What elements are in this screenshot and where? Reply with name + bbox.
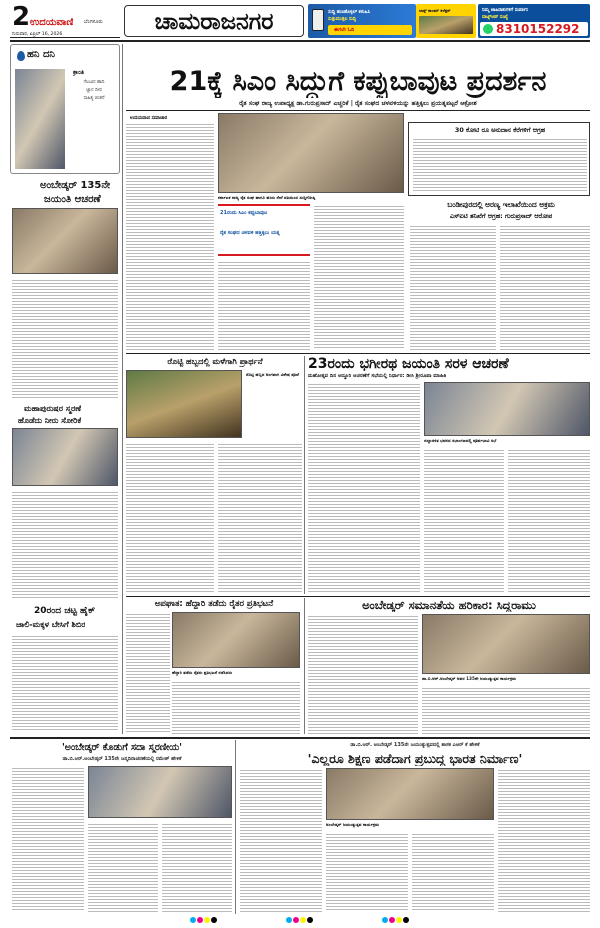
story2-headline-2: ಎಸ್‌ಐಟಿ ತನಿಖೆಗೆ ಆಗ್ರಹ: ಗುರುಪ್ರಸಾದ್ ಆರೋಪ xyxy=(449,212,553,220)
bottom-photo-1 xyxy=(88,766,232,818)
cyan-dot xyxy=(190,917,196,923)
edition: ಬೆಂಗಳೂರು xyxy=(84,19,103,25)
poem-title: ಕ್ರಾಂತಿ xyxy=(73,69,84,76)
page-number: 2 xyxy=(12,3,31,31)
bottom-caption-2: ಅಂಬೇಡ್ಕರ್ ಜಯಂತ್ಯುತ್ಸವ ಕಾರ್ಯಕ್ರಮ xyxy=(326,822,380,827)
story4-headline: ಅಪಘಾತ: ಹೆದ್ದಾರಿ ತಡೆದು ರೈತರ ಪ್ರತಿಭಟನೆ xyxy=(154,598,274,608)
mid-caption: ರೊಟ್ಟಿ ಹಬ್ಬದ ಅಂಗವಾಗಿ ವಿಶೇಷ ಪೂಜೆ xyxy=(246,372,299,377)
lead-subhead: ರೈತ ಸಂಘ ರಾಜ್ಯ ಉಪಾಧ್ಯಕ್ಷ ಡಾ.ಗುರುಪ್ರಸಾದ್ ಎಚ್ಚರಿಕೆ | ರೈತ ಸಂಘದ ಚಳವಳಿಯನ್ನು ಹತ್ತಿಕ್ಕಲು ಪ್ರಯತ್ನಪಟ್ಟರೆ ಆಕ್ರೋಶ xyxy=(239,100,477,107)
ad-phone: 8310152292 xyxy=(496,22,580,36)
columnist-photo xyxy=(15,69,65,169)
left-photo-2 xyxy=(12,428,118,486)
highlight-2: ರೈತ ಸಂಘದ ಚಳವಳಿ ಹತ್ತಿಕ್ಕಲು ಯತ್ನ xyxy=(220,230,280,236)
bottom-kicker-2: ಡಾ.ಬಿ.ಆರ್. ಅಂಬೇಡ್ಕರ್ 135ನೇ ಜಯಂತ್ಯುತ್ಸವದಲ್ಲಿ ಶಾಸಕ ಎಆರ್ ಕೆ ಹೇಳಿಕೆ xyxy=(350,742,480,748)
lead-headline: 21ಕ್ಕೆ ಸಿಎಂ ಸಿದ್ದುಗೆ ಕಪ್ಪುಬಾವುಟ ಪ್ರದರ್ಶನ xyxy=(169,66,547,97)
story5-headline: ಅಂಬೇಡ್ಕರ್ ಸಮಾನತೆಯ ಹರಿಕಾರ: ಸಿದ್ದರಾಮು xyxy=(362,598,536,612)
story2-headline: ಬಂಡೀಪುರದಲ್ಲಿ ಅರಣ್ಯ ಇಲಾಖೆಯಿಂದ ಅಕ್ರಮ xyxy=(447,200,555,209)
paper-name: ಉದಯವಾಣಿ xyxy=(30,17,74,28)
magenta-dot xyxy=(197,917,203,923)
side-box-title: 30 ಕೋಟಿ ರೂ ಅನುದಾನ ಕೆರೆಗಳಿಗೆ ಆಗ್ರಹ xyxy=(454,126,546,134)
black-dot xyxy=(211,917,217,923)
left-head-3: 20ರಂದ ಚಟ್ಟ ಹೈಕ್ xyxy=(34,606,96,616)
story3-photo xyxy=(424,382,590,436)
mid-headline: ರೊಟ್ಟಿ ಹಬ್ಬದಲ್ಲಿ ಮಳೆಗಾಗಿ ಪ್ರಾರ್ಥನೆ xyxy=(167,356,263,366)
left-head-2: ಮಹಾಪುರುಷರ ಸ್ಮರಣೆ xyxy=(24,404,82,413)
hani-dani-box xyxy=(10,44,120,174)
highlight-box xyxy=(218,204,310,256)
whatsapp-icon xyxy=(483,24,493,34)
highlight-1: 21ರಂದು ಸಿಎಂ ಕಪ್ಪುಬಾವುಟ xyxy=(220,210,268,216)
story4-photo xyxy=(172,612,300,668)
column-logo: ಹನಿ ದನಿ xyxy=(27,49,55,60)
left-head-1b: ಜಯಂತಿ ಆಚರಣೆ xyxy=(44,194,101,205)
left-photo-1 xyxy=(12,208,118,274)
story3-caption: ಜಿಲ್ಲಾಡಳಿತ ಭವನದ ಸಭಾಂಗಣದಲ್ಲಿ ಪೂರ್ವಭಾವಿ ಸಭೆ xyxy=(424,438,497,443)
bottom-sub-1: ಡಾ.ಬಿ.ಆರ್.ಅಂಬೇಡ್ಕರ್ 135ನೇ ಜನ್ಮದಿನಾಚರಣೆಯಲ್ಲಿ ರಮೇಶ್ ಹೇಳಿಕೆ xyxy=(62,756,182,762)
mid-photo xyxy=(126,370,242,438)
bottom-head-2: 'ಎಲ್ಲರೂ ಶಿಕ್ಷಣ ಪಡೆದಾಗ ಪ್ರಬುದ್ಧ ಭಾರತ ನಿರ್ಮಾಣ' xyxy=(307,752,523,766)
ad-banner-1[interactable] xyxy=(308,4,416,38)
ad2-text-2: ಲಾಸ್ಟ್ ಕಾಲಮ್ ಕಲೆಕ್ಷನ್ xyxy=(419,8,451,13)
story4-caption: ಹೆದ್ದಾರಿ ತಡೆದು ರೈತರು ಪ್ರತಿಭಟನೆ ನಡೆಸಿದರು xyxy=(172,670,233,675)
print-registration-marks xyxy=(0,917,600,925)
left-head-3b: ಜಾಲಿ-ಮಕ್ಕಳ ಬೇಸಿಗೆ ಶಿಬಿರ xyxy=(16,620,86,629)
ad-banner-2[interactable] xyxy=(416,4,476,38)
phone-icon xyxy=(312,9,324,31)
story3-subhead: ಮಹೋತ್ಸವ ದಿನ ಅದ್ಧೂರಿ ಆಚರಣೆಗೆ ಸಭೆಯಲ್ಲಿ ನಿರ್ಧಾರ: ಡೀಸಿ ಶ್ರೀರೂಪಾ ಮಾಹಿತಿ xyxy=(308,373,447,379)
ad1-text-1: ಸುದ್ದಿ ಹಂಚಿಕೊಳ್ಳಲ್ ಕಳುಹಿಸಿ xyxy=(328,10,370,15)
lead-dateline: ಉದಯವಾಣಿ ಸಮಾಚಾರ xyxy=(130,116,168,121)
poem-lines: ಗೆಲುವಿನ ಹಾದಿ ಜ್ಞಾನ ದೀಪ ಸಾಹಿತ್ಯ ಚಿಂತನೆ xyxy=(83,80,105,101)
story5-caption: ಡಾ.ಬಿ.ಆರ್.ಅಂಬೇಡ್ಕರ್ ಅವರ 135ನೇ ಜಯಂತ್ಯುತ್ಸವ ಕಾರ್ಯಕ್ರಮ xyxy=(422,676,517,681)
story3-headline: 23ರಂದು ಭಗೀರಥ ಜಯಂತಿ ಸರಳ ಆಚರಣೆ xyxy=(308,356,509,372)
ad3-text-1: ನಿಮ್ಮ ಜಾಹಿರಾತುಗಳಿಗೆ ಸಂಪರ್ಕಿಸಿ xyxy=(482,8,529,13)
section-title: ಚಾಮರಾಜನಗರ xyxy=(124,5,304,37)
ad1-text-2: ಸುತ್ತುಮುತ್ತಲ ಸುದ್ದಿ xyxy=(328,17,357,22)
ad3-text-2: ವಾಟ್ಸ್‌ಆಪ್ ಸಂಖ್ಯೆ xyxy=(482,15,508,20)
yellow-dot xyxy=(204,917,210,923)
lead-caption: ಕರ್ನಾಟಕ ರಾಜ್ಯ ರೈತ ಸಂಘ ಹಾಗೂ ಹಸಿರು ಸೇನೆ ವತಿಯಿಂದ ಸುದ್ದಿಗೋಷ್ಠಿ xyxy=(218,195,316,200)
left-head-2b: ಹೊಡೆದು ನೀರು ಸೋರಿಕೆ xyxy=(18,416,82,425)
drop-icon xyxy=(17,51,25,61)
left-head-1: ಅಂಬೇಡ್ಕರ್ 135ನೇ xyxy=(40,180,111,191)
story5-photo xyxy=(422,614,590,674)
ad2-text: ಈಗಲೇ ಓದಿ xyxy=(334,27,355,33)
lead-photo xyxy=(218,113,404,193)
side-box xyxy=(408,122,590,196)
issue-date: ಗುರುವಾರ, ಏಪ್ರಿಲ್ 16, 2026 xyxy=(12,32,63,37)
ad-banner-3[interactable] xyxy=(478,4,590,38)
bottom-head-1: 'ಅಂಬೇಡ್ಕರ್ ಕೊಡುಗೆ ಸದಾ ಸ್ಮರಣೀಯ' xyxy=(61,742,183,753)
bottom-photo-2 xyxy=(326,768,494,820)
